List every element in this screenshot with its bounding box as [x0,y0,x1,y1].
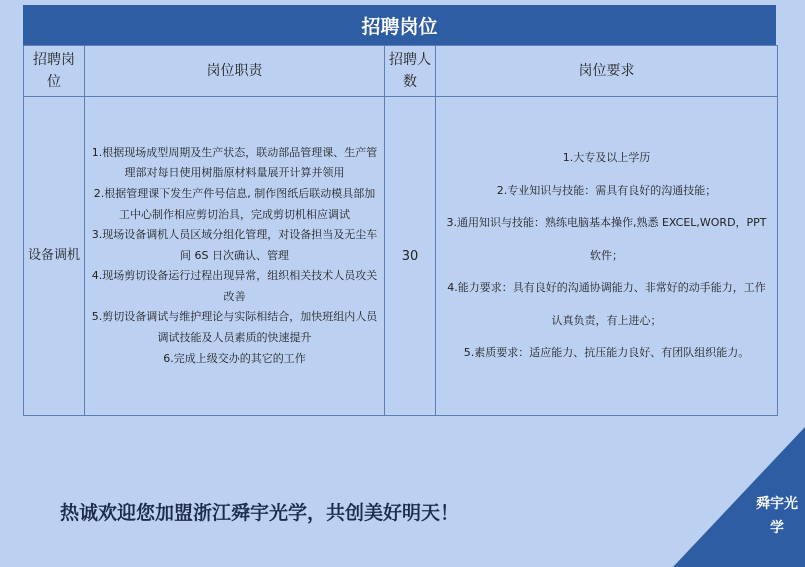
duty-item: 6.完成上级交办的其它的工作 [163,351,306,365]
duty-item: 5.剪切设备调试与维护理论与实际相结合，加快班组内人员调试技能及人员素质的快速提升 [91,310,378,345]
job-name: 设备调机 [24,97,85,416]
header-count: 招聘人数 [385,46,436,97]
job-requirements [436,97,778,416]
requirement-item: 3.通用知识与技能：熟练电脑基本操作,熟悉 EXCEL,WORD，PPT 软件； [446,216,767,262]
requirement-item: 4.能力要求：具有良好的沟通协调能力、非常好的动手能力，工作认真负责，有上进心； [447,281,766,327]
duty-item: 3.现场设备调机人员区域分组化管理，对设备担当及无尘车间 6S 日次确认、管理 [91,228,378,262]
job-table [23,45,778,416]
duty-item: 2.根据管理课下发生产件号信息, 制作图纸后联动模具部加工中心制作相应剪切治具，完成剪切机相应调试 [93,186,376,221]
table-row [24,97,778,416]
company-logo-text: 舜宇光学 [756,496,798,536]
requirement-item: 5.素质要求：适应能力、抗压能力良好、有团队组织能力。 [463,346,750,360]
welcome-slogan: 热诚欢迎您加盟浙江舜宇光学，共创美好明天！ [60,502,460,524]
header-position: 招聘岗位 [24,46,85,97]
job-count: 30 [385,97,436,416]
requirement-item: 2.专业知识与技能：需具有良好的沟通技能； [496,183,717,197]
table-header-row [24,46,778,97]
header-requirements: 岗位要求 [436,46,778,97]
job-duties [85,97,385,416]
header-duties: 岗位职责 [85,46,385,97]
requirement-item: 1.大专及以上学历 [562,150,651,164]
duty-item: 4.现场剪切设备运行过程出现异常，组织相关技术人员攻关改善 [91,269,378,303]
duty-item: 1.根据现场成型周期及生产状态，联动部品管理课、生产管理部对每日使用树脂原材料量展开计算并领用 [91,145,378,180]
page-title: 招聘岗位 [23,5,776,45]
